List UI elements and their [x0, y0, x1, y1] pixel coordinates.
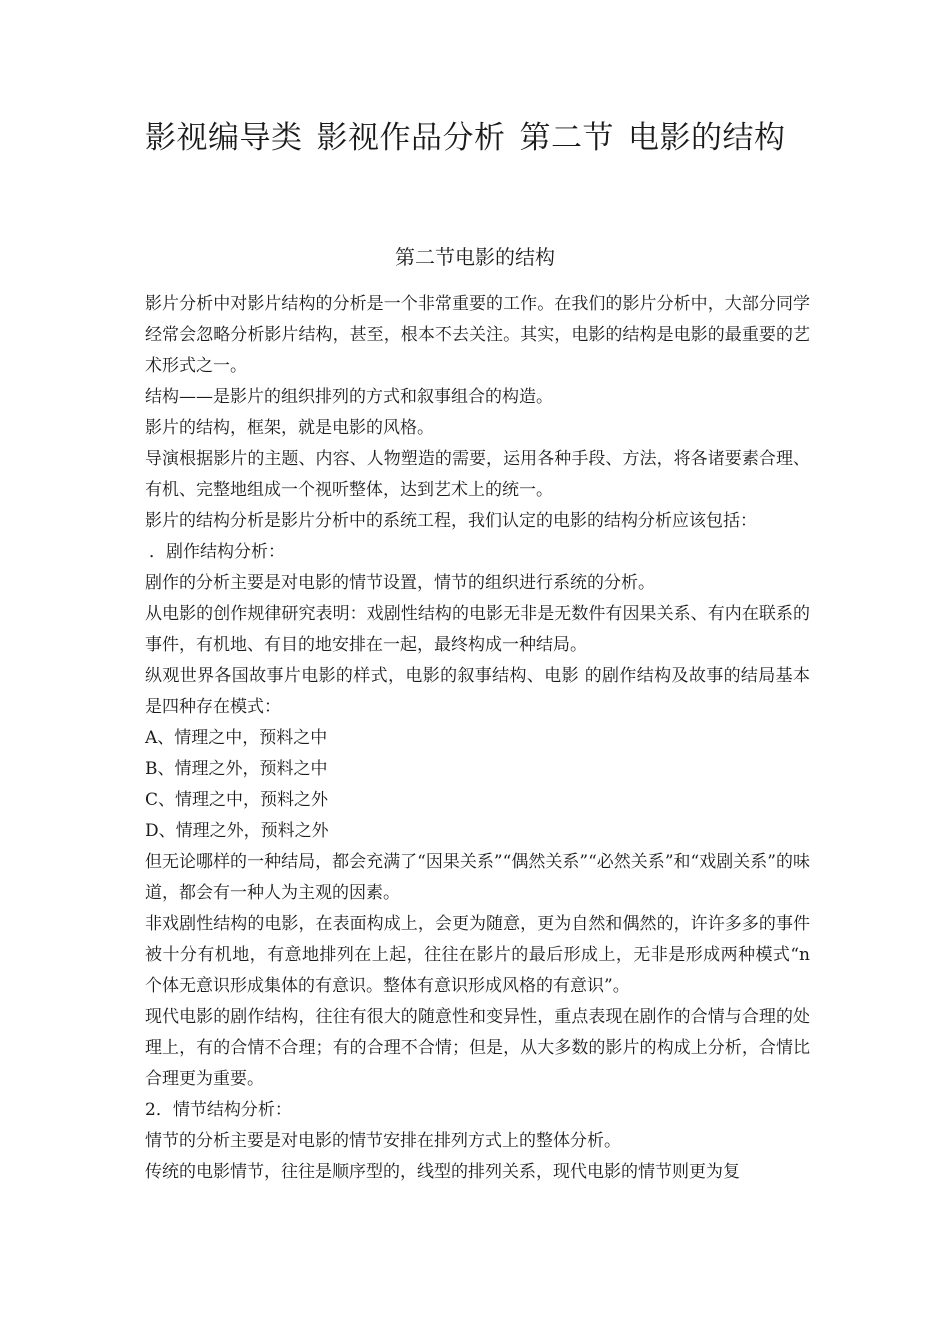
title-part-category: 影视编导类 [145, 120, 303, 156]
paragraph-modern-script: 现代电影的剧作结构，往往有很大的随意性和变异性，重点表现在剧作的合情与合理的处理上，有的合情不合理；有的合理不合情；但是，从大多数的影片的构成上分析，合情比合理更为重要。 [145, 1007, 810, 1089]
paragraph-structure-style: 影片的结构，框架，就是电影的风格。 [145, 418, 434, 438]
paragraph-traditional-plot: 传统的电影情节，往往是顺序型的，线型的排列关系，现代电影的情节则更为复 [145, 1162, 740, 1182]
heading-script-structure: ．剧作结构分析： [149, 542, 285, 562]
title-part-course: 影视作品分析 [316, 120, 506, 156]
list-item-mode-a: A、情理之中，预料之中 [145, 728, 328, 748]
section-title: 第二节电影的结构 [395, 245, 555, 269]
title-part-section: 第二节 [519, 120, 614, 156]
title-part-topic: 电影的结构 [628, 120, 786, 156]
paragraph-intro: 影片分析中对影片结构的分析是一个非常重要的工作。在我们的影片分析中，大部分同学经常会忽略分析影片结构，甚至，根本不去关注。其实，电影的结构是电影的最重要的艺术形式之一。 [145, 294, 810, 376]
heading-plot-structure: 2．情节结构分析： [145, 1100, 292, 1120]
document-body [145, 289, 810, 1188]
paragraph-director: 导演根据影片的主题、内容、人物塑造的需要，运用各种手段、方法，将各诸要素合理、有机、完整地组成一个视听整体，达到艺术上的统一。 [145, 449, 810, 500]
document-title [145, 114, 815, 162]
paragraph-creative-rules: 从电影的创作规律研究表明：戏剧性结构的电影无非是无数件有因果关系、有内在联系的事件，有机地、有目的地安排在一起，最终构成一种结局。 [145, 604, 810, 655]
paragraph-non-dramatic: 非戏剧性结构的电影，在表面构成上，会更为随意，更为自然和偶然的，许许多多的事件被十分有机地，有意地排列在上起，往往在影片的最后形成上，无非是形成两种模式“n个体无意识形成集体的有意识。整体有意识形成风格的有意识”。 [145, 914, 810, 996]
paragraph-structure-definition: 结构——是影片的组织排列的方式和叙事组合的构造。 [145, 387, 553, 407]
paragraph-analysis-scope: 影片的结构分析是影片分析中的系统工程，我们认定的电影的结构分析应该包括： [145, 511, 757, 531]
list-item-mode-b: B、情理之外，预料之中 [145, 759, 328, 779]
paragraph-script-analysis: 剧作的分析主要是对电影的情节设置，情节的组织进行系统的分析。 [145, 573, 655, 593]
paragraph-plot-analysis: 情节的分析主要是对电影的情节安排在排列方式上的整体分析。 [145, 1131, 621, 1151]
list-item-mode-d: D、情理之外，预料之外 [145, 821, 329, 841]
list-item-mode-c: C、情理之中，预料之外 [145, 790, 329, 810]
paragraph-four-modes: 纵观世界各国故事片电影的样式，电影的叙事结构、电影 的剧作结构及故事的结局基本是四种存在模式： [145, 666, 810, 717]
paragraph-ending-relations: 但无论哪样的一种结局，都会充满了“因果关系”“偶然关系”“必然关系”和“戏剧关系”的味道，都会有一种人为主观的因素。 [145, 852, 810, 903]
